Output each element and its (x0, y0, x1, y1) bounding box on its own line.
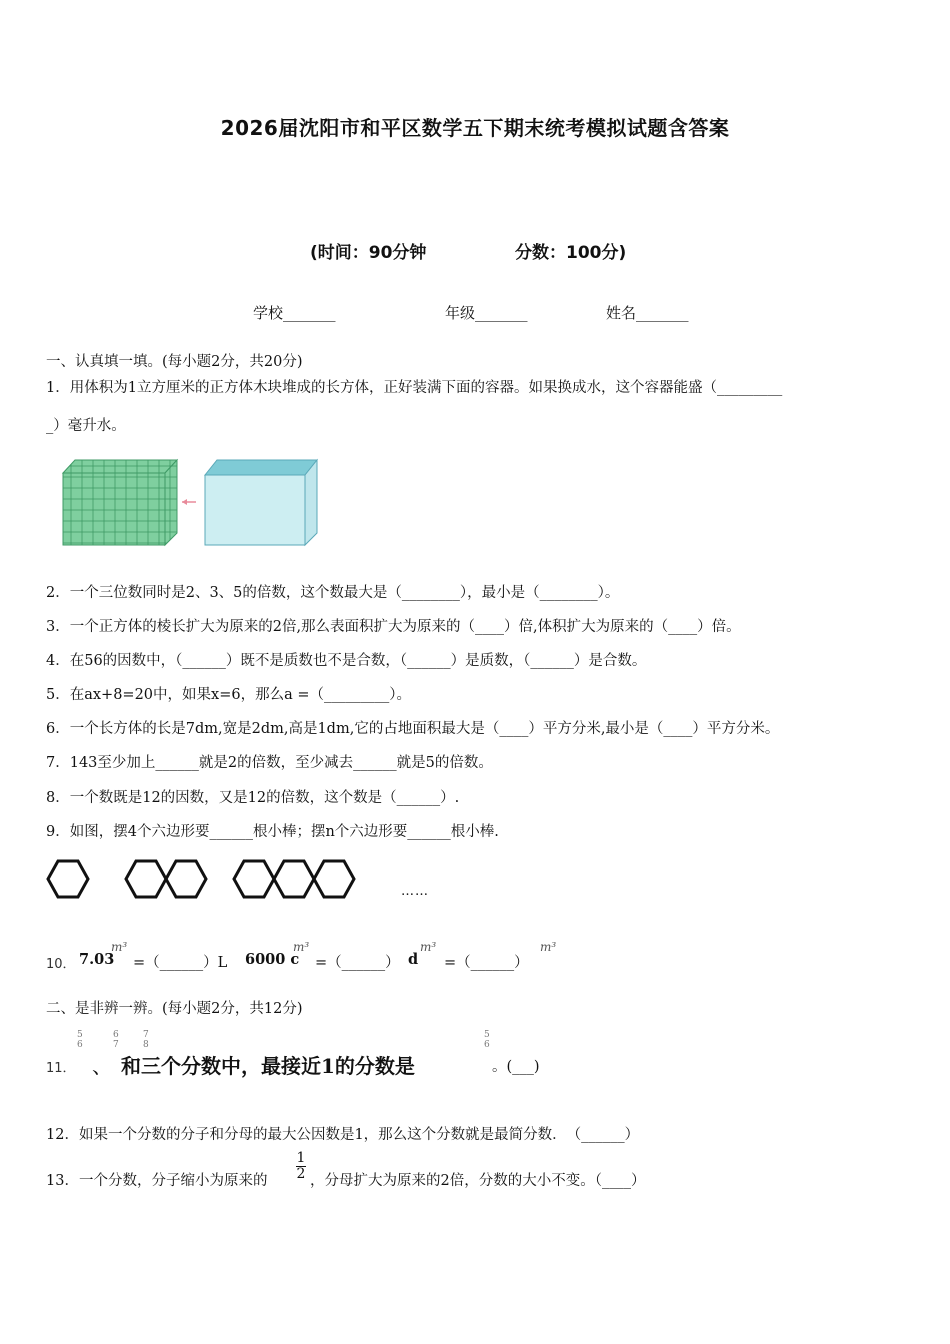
question-10-e: d (408, 951, 419, 968)
container-figure (60, 455, 325, 550)
fraction-5-6-answer: 5 6 (484, 1030, 490, 1050)
question-10-f: =（______） (444, 955, 529, 971)
question-11-number: 11． (46, 1061, 76, 1076)
hexagon-2a (126, 861, 166, 897)
hexagon-1 (48, 861, 88, 897)
question-9: 9．如图，摆4个六边形要______根小棒；摆n个六边形要______根小棒. (46, 824, 499, 840)
hexagon-figure (44, 852, 404, 908)
fraction-1-2: 1 2 (296, 1150, 306, 1182)
hexagon-3b (274, 861, 314, 897)
page-title: 2026届沈阳市和平区数学五下期末统考模拟试题含答案 (220, 116, 730, 140)
fraction-7-8: 7 8 (143, 1030, 149, 1050)
fraction-6-7: 6 7 (113, 1030, 119, 1050)
question-10-number: 10． (46, 957, 76, 972)
question-4: 4．在56的因数中，（______）既不是质数也不是合数，（______）是质数，（______）是合数。 (46, 653, 647, 669)
question-11-blank: 。(___) (492, 1059, 540, 1075)
section-1-heading: 一、认真填一填。(每小题2分，共20分) (46, 354, 303, 370)
exam-score: 分数：100分) (515, 243, 627, 263)
question-8: 8．一个数既是12的因数，又是12的倍数，这个数是（______）. (46, 790, 460, 806)
grade-field: 年级_______ (445, 304, 528, 322)
question-13-post: ，分母扩大为原来的2倍，分数的大小不变。（____） (310, 1173, 646, 1189)
exam-time: (时间：90分钟 (310, 243, 427, 263)
unit-m3-1: m³ (111, 940, 128, 954)
question-10-c: 6000 c (245, 951, 300, 968)
hexagon-3a (234, 861, 274, 897)
question-1: 1．用体积为1立方厘米的正方体木块堆成的长方体，正好装满下面的容器。如果换成水，这个容器能盛（_________ (46, 380, 783, 396)
question-1-cont: _）毫升水。 (46, 418, 126, 434)
question-13-pre: 13．一个分数，分子缩小为原来的 (46, 1173, 268, 1189)
fraction-5-6: 5 6 (77, 1030, 83, 1050)
glass-container (205, 460, 317, 545)
cube-stack (63, 460, 177, 545)
question-5: 5．在ax+8=20中，如果x=6，那么a =（_________）。 (46, 687, 411, 703)
arrow-icon (182, 499, 196, 505)
section-2-heading: 二、是非辨一辨。(每小题2分，共12分) (46, 1001, 303, 1017)
question-10-d: =（______） (315, 955, 400, 971)
question-10-a: 7.03 (79, 951, 115, 968)
hexagon-2b (166, 861, 206, 897)
unit-m3-3: m³ (420, 940, 437, 954)
unit-m3-4: m³ (540, 940, 557, 954)
hexagon-3c (314, 861, 354, 897)
ellipsis: …… (401, 884, 429, 899)
question-3: 3．一个正方体的棱长扩大为原来的2倍,那么表面积扩大为原来的（____）倍,体积扩大为原来的（____）倍。 (46, 619, 741, 635)
question-6: 6．一个长方体的长是7dm,宽是2dm,高是1dm,它的占地面积最大是（____）平方分米,最小是（____）平方分米。 (46, 721, 780, 737)
school-field: 学校_______ (253, 304, 336, 322)
question-2: 2．一个三位数同时是2、3、5的倍数，这个数最大是（________），最小是（________）。 (46, 585, 620, 601)
question-10-b: =（______）L (133, 955, 228, 971)
name-field: 姓名_______ (606, 304, 689, 322)
unit-m3-2: m³ (293, 940, 310, 954)
question-7: 7．143至少加上______就是2的倍数，至少减去______就是5的倍数。 (46, 755, 493, 771)
question-11-text: 和三个分数中，最接近1的分数是 (121, 1054, 415, 1078)
question-12: 12．如果一个分数的分子和分母的最大公因数是1，那么这个分数就是最简分数． （______） (46, 1127, 640, 1143)
question-11-separator: 、 (92, 1054, 112, 1078)
